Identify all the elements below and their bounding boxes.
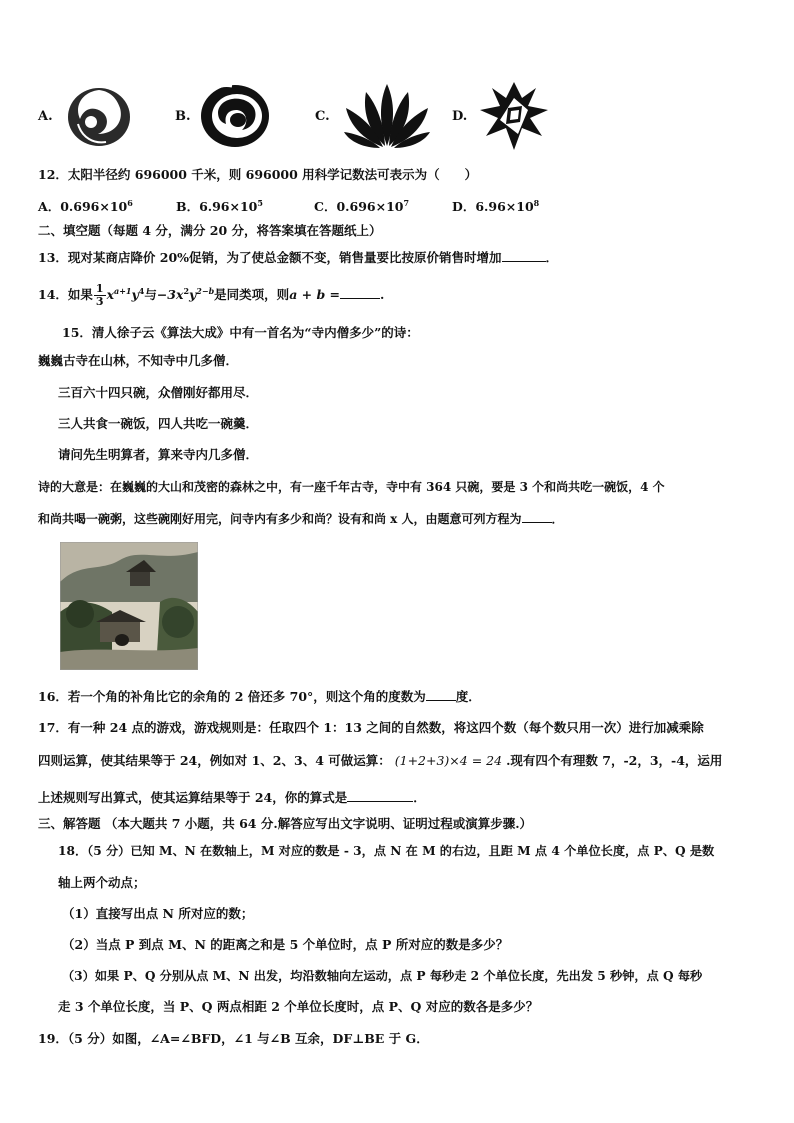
q18-line-2: 轴上两个动点；: [58, 875, 146, 890]
q12-option-b: B．$6.96\times 10^5$: [176, 197, 263, 214]
q17-line-1: 17．有一种 24 点的游戏，游戏规则是：任取四个 1：13 之间的自然数，将这四个数（每个数只用一次）进行加减乘除: [38, 720, 704, 735]
q17-example-expression: (1+2+3)×4 = 24: [394, 753, 503, 768]
q18-part-3-line-1: （3）如果 P、Q 分别从点 M、N 出发，均沿数轴向左运动，点 P 每秒走 2 个单位长度，先出发 5 秒钟，点 Q 每秒: [62, 969, 703, 983]
q15-poem-line-3: 三人共食一碗饭，四人共吃一碗羹．: [58, 416, 259, 431]
q12-option-c: C．$0.696\times 10^7$: [314, 197, 410, 214]
option-b-label: B.: [175, 109, 191, 124]
q19-text: 19．（5 分）如图，∠A=∠BFD，∠1 与∠B 互余，DF⊥BE 于 G．: [38, 1031, 429, 1046]
q15-meaning-line-2: 和尚共喝一碗粥，这些碗刚好用完，问寺内有多少和尚？设有和尚 x 人，由题意可列方程为 ．: [38, 512, 564, 526]
q15-poem-line-1: 巍巍古寺在山林，不知寺中几多僧．: [38, 353, 239, 368]
concentric-swirl-icon: [198, 82, 272, 150]
q18-part-2: （2）当点 P 到点 M、N 的距离之和是 5 个单位时，点 P 所对应的数是多少？: [62, 937, 509, 952]
q15-meaning-line-1: 诗的大意是：在巍巍的大山和茂密的森林之中，有一座千年古寺，寺中有 364 只碗，要是 3 个和尚共吃一碗饭，4 个: [38, 480, 665, 494]
temple-landscape-painting: [60, 542, 198, 670]
section-2-heading: 二、填空题（每题 4 分，满分 20 分，将答案填在答题纸上）: [38, 223, 382, 238]
q12-option-a: A．$0.696\times 10^6$: [38, 197, 133, 214]
option-a-label: A.: [38, 109, 53, 124]
fan-petals-icon: [342, 82, 432, 150]
q17-line-3: 上述规则写出算式，使其运算结果等于 24，你的算式是 ．: [38, 790, 426, 805]
four-arrow-star-icon: [478, 80, 550, 152]
option-d-label: D.: [452, 109, 468, 124]
q18-part-3-line-2: 走 3 个单位长度，当 P、Q 两点相距 2 个单位长度时，点 P、Q 对应的数各是多少？: [58, 999, 539, 1014]
q15-poem-line-2: 三百六十四只碗，众僧刚好都用尽．: [58, 385, 259, 400]
q13-text: 13．现对某商店降价 20%促销，为了使总金额不变，销售量要比按原价销售时增加 ．: [38, 250, 559, 265]
q15-stem: 15．清人徐子云《算法大成》中有一首名为“寺内僧多少”的诗：: [62, 325, 419, 340]
q17-line-2: 四则运算，使其结果等于 24，例如对 1、2、3、4 可做运算： (1+2+3)×4 = 24 .现有四个有理数 7，-2，3，-4，运用: [38, 753, 723, 768]
q16-text: 16．若一个角的补角比它的余角的 2 倍还多 70°，则这个角的度数为 度．: [38, 689, 481, 704]
q18-line-1: 18．（5 分）已知 M、N 在数轴上，M 对应的数是 - 3，点 N 在 M 的右边，且距 M 点 4 个单位长度，点 P、Q 是数: [58, 844, 715, 858]
q18-part-1: （1）直接写出点 N 所对应的数；: [62, 906, 254, 921]
q15-poem-line-4: 请问先生明算者，算来寺内几多僧．: [58, 447, 259, 462]
option-c-label: C.: [315, 109, 330, 124]
yin-yang-swirl-icon: [64, 86, 134, 148]
section-3-heading: 三、解答题 （本大题共 7 小题，共 64 分.解答应写出文字说明、证明过程或演算步骤.）: [38, 816, 533, 831]
q12-option-d: D．$6.96\times 10^8$: [452, 197, 540, 214]
q14-fraction: $\frac{1}{3}$: [95, 282, 104, 308]
q14-text: 14．如果 $\frac{1}{3}$ $x^{a+1}y^4$与$-3x^2y^{2-b}$是同类项，则a + b = .: [38, 282, 385, 308]
q12-stem: 12．太阳半径约 696000 千米，则 696000 用科学记数法可表示为（ ）: [38, 167, 478, 182]
